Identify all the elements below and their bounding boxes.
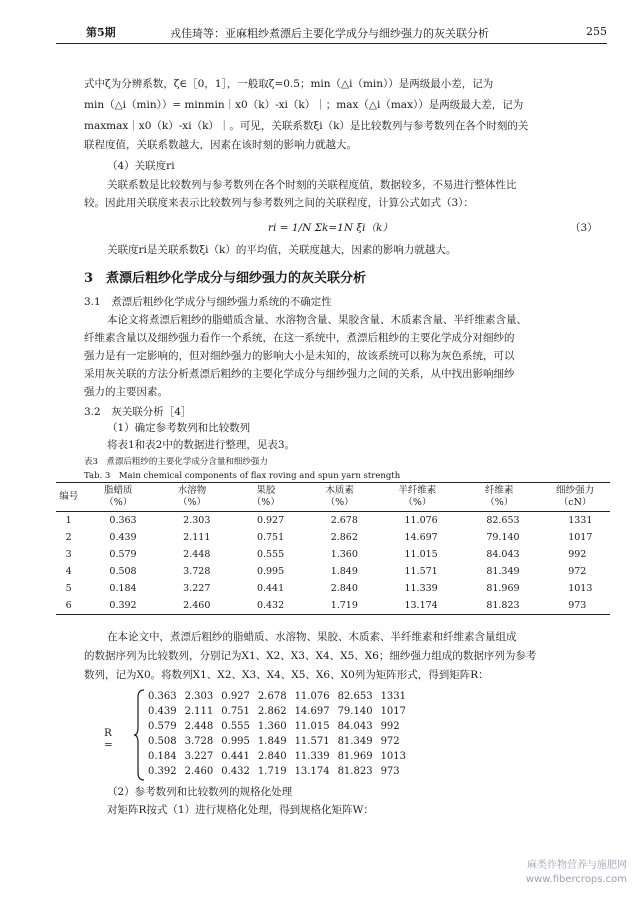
text-line: 数列，记为X0。将数列X1、X2、X3、X4、X5、X6、X0列为矩阵形式，得到矩阵R： [84, 669, 489, 681]
table-cell: 81.969 [486, 583, 520, 594]
table-row [56, 529, 610, 546]
table-cell: 1.849 [330, 566, 358, 577]
text-line: （1）确定参考数列和比较数列 [107, 422, 251, 434]
watermark [526, 859, 627, 887]
table-cell: 11.571 [404, 566, 438, 577]
col-header: 水溶物 （%） [177, 485, 207, 508]
formula-3: ri = 1/N Σk=1N ξi（k） [268, 222, 393, 234]
table-cell: 0.555 [256, 549, 285, 560]
table-cell: 79.140 [486, 532, 520, 543]
table-row [56, 546, 610, 563]
table-cell: 0.441 [256, 583, 285, 594]
table-cell: 2.111 [183, 532, 211, 543]
text-line: min（△i（min））= minmin｜x0（k）-xi（k）｜；max（△i（max））是两级最大差，记为 [84, 99, 524, 111]
table-cell: 2.840 [330, 583, 358, 594]
text-line: 较。因此用关联度来表示比较数列与参考数列之间的关联程度，计算公式如式（3）： [84, 197, 474, 209]
table-cell: 2.303 [183, 515, 211, 526]
table-cell: 973 [568, 600, 587, 611]
table-cell: 0.439 [109, 532, 137, 543]
table-cell: 0.995 [256, 566, 285, 577]
table-caption-cn: 表3 煮漂后粗纱的主要化学成分含量和细纱强力 [84, 457, 268, 467]
table-cell: 1 [65, 515, 72, 526]
table-cell: 0.751 [256, 532, 285, 543]
col-header: 纤维素 （%） [485, 485, 514, 508]
table-cell: 0.927 [256, 515, 285, 526]
table-header-row [56, 483, 610, 512]
table-cell: 2.678 [330, 515, 358, 526]
text-line: 关联度ri是关联系数ξi（k）的平均值，关联度越大，因素的影响力就越大。 [107, 244, 457, 256]
table-cell: 0.508 [109, 566, 137, 577]
table-cell: 82.653 [486, 515, 520, 526]
col-header: 编号 [59, 491, 79, 502]
table-cell: 0.363 [109, 515, 137, 526]
matrix-row: 0.579 2.448 0.555 1.360 11.015 84.043 992 [148, 721, 400, 732]
text-line: 联程度值，关联系数越大，因素在该时刻的影响力就越大。 [84, 139, 357, 151]
table-cell: 992 [568, 549, 587, 560]
text-line: 式中ζ为分辨系数，ζ∈［0，1］，一般取ζ=0.5；min（△i（min））是两级最小差，记为 [84, 78, 494, 90]
table-cell: 1331 [568, 515, 593, 526]
table-cell: 0.432 [256, 600, 285, 611]
col-header: 半纤维素 （%） [398, 485, 437, 508]
running-title: 戎佳琦等：亚麻粗纱煮漂后主要化学成分与细纱强力的灰关联分析 [170, 27, 489, 40]
running-header [30, 22, 607, 42]
matrix-row: 0.439 2.111 0.751 2.862 14.697 79.140 1017 [148, 706, 407, 717]
subsection-heading: 3.1 煮漂后粗纱化学成分与细纱强力系统的不确定性 [84, 296, 332, 308]
table-row [56, 563, 610, 580]
table-cell: 0.392 [109, 600, 137, 611]
table-cell: 2.862 [330, 532, 358, 543]
matrix-row: 0.392 2.460 0.432 1.719 13.174 81.823 973 [148, 766, 400, 777]
text-line: 纤维素含量以及细纱强力看作一个系统，在这一系统中，煮漂后粗纱的主要化学成分对细纱的 [84, 332, 515, 344]
table-cell: 84.043 [486, 549, 520, 560]
table-row [56, 580, 610, 597]
text-line: maxmax｜x0（k）-xi（k）｜。可见，关联系数ξi（k）是比较数列与参考数列在各个时刻的关 [84, 120, 529, 132]
table-cell: 11.076 [404, 515, 438, 526]
table-cell: 2.460 [183, 600, 211, 611]
issue-number: 第5期 [86, 26, 116, 39]
equation-number: （3） [570, 222, 598, 234]
subsection-heading: （4）关联度ri [107, 160, 175, 172]
table-cell: 6 [65, 600, 72, 611]
table-cell: 5 [65, 583, 72, 594]
table-cell: 11.339 [404, 583, 438, 594]
table-cell: 1013 [568, 583, 593, 594]
table-cell: 1017 [568, 532, 593, 543]
text-line: 强力的主要因素。 [84, 386, 168, 398]
table-3 [56, 482, 610, 615]
subsection-heading: 3.2 灰关联分析［4］ [84, 406, 192, 418]
text-line: （2）参考数列和比较数列的规格化处理 [107, 786, 293, 798]
watermark-cn: 麻类作物营养与施肥网 [527, 860, 627, 871]
col-header: 木质素 （%） [325, 485, 354, 508]
left-brace [134, 689, 146, 781]
table-cell: 0.184 [109, 583, 137, 594]
matrix-label: R = [104, 727, 113, 751]
header-rule [56, 43, 607, 44]
table-cell: 14.697 [404, 532, 438, 543]
col-header: 脂蜡质 （%） [104, 485, 133, 508]
table-cell: 3 [65, 549, 72, 560]
matrix-body [144, 689, 410, 779]
matrix-row: 0.508 3.728 0.995 1.849 11.571 81.349 972 [148, 736, 400, 747]
table-cell: 81.823 [486, 600, 520, 611]
table-cell: 1.719 [330, 600, 358, 611]
section-heading: 3 煮漂后粗纱化学成分与细纱强力的灰关联分析 [84, 271, 367, 286]
watermark-url: www.fibercrops.com [525, 874, 627, 885]
table-row [56, 512, 610, 530]
table-cell: 3.227 [183, 583, 211, 594]
col-header: 果胶 （%） [251, 485, 280, 508]
table-cell: 81.349 [486, 566, 520, 577]
table-cell: 1.360 [330, 549, 358, 560]
table-cell: 4 [65, 566, 72, 577]
text-line: 对矩阵R按式（1）进行规格化处理，得到规格化矩阵W： [107, 804, 374, 816]
text-line: 采用灰关联的方法分析煮漂后粗纱的主要化学成分与细纱强力之间的关系，从中找出影响细纱 [84, 368, 515, 380]
table-cell: 3.728 [183, 566, 211, 577]
table-cell: 2 [65, 532, 72, 543]
text-line: 本论文将煮漂后粗纱的脂蜡质含量、水溶物含量、果胶含量、木质素含量、半纤维素含量、 [107, 314, 527, 326]
page-number: 255 [586, 25, 607, 38]
table-cell: 11.015 [404, 549, 438, 560]
col-header: 细纱强力 （cN） [556, 485, 595, 508]
text-line: 在本论文中，煮漂后粗纱的脂蜡质、水溶物、果胶、木质素、半纤维素和纤维素含量组成 [107, 631, 517, 643]
text-line: 关联系数是比较数列与参考数列在各个时刻的关联程度值，数据较多，不易进行整体性比 [107, 179, 517, 191]
table-cell: 972 [568, 566, 587, 577]
table-row [56, 597, 610, 615]
table-cell: 2.448 [183, 549, 211, 560]
text-line: 强力是有一定影响的，但对细纱强力的影响大小是未知的，故该系统可以称为灰色系统，可以 [84, 350, 515, 362]
matrix-row: 0.184 3.227 0.441 2.840 11.339 81.969 1013 [148, 751, 407, 762]
text-line: 将表1和表2中的数据进行整理，见表3。 [107, 439, 296, 451]
table-cell: 13.174 [404, 600, 438, 611]
text-line: 的数据序列为比较数列，分别记为X1、X2、X3、X4、X5、X6；细纱强力组成的数据序列为参考 [84, 650, 537, 662]
table-caption-en: Tab. 3 Main chemical components of flax roving and spun yarn strength [84, 471, 401, 481]
matrix-row: 0.363 2.303 0.927 2.678 11.076 82.653 1331 [148, 691, 407, 702]
table-cell: 0.579 [109, 549, 137, 560]
